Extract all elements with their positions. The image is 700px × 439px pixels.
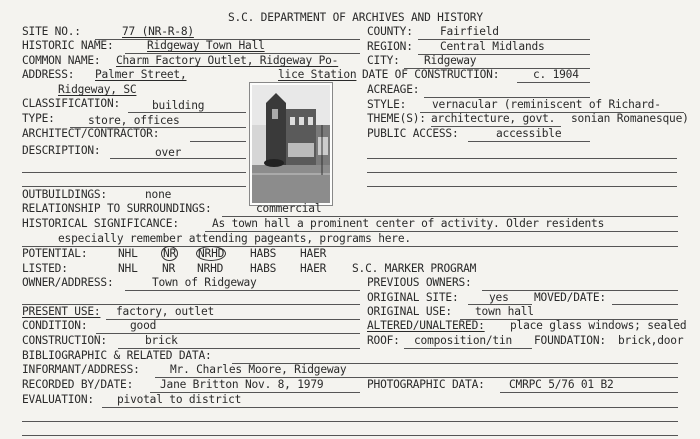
relationship-value: commercial bbox=[256, 202, 322, 215]
significance-line-1: As town hall a prominent center of activity. Older residents bbox=[212, 217, 605, 230]
county-value: Fairfield bbox=[440, 25, 499, 38]
condition-label: CONDITION: bbox=[22, 319, 88, 332]
listed-nhl: NHL bbox=[118, 262, 138, 275]
common-name-cont: lice Station bbox=[278, 68, 357, 81]
classification-value: building bbox=[152, 99, 205, 112]
description-value: over bbox=[155, 146, 182, 159]
potential-nhl: NHL bbox=[118, 247, 138, 260]
potential-habs: HABS bbox=[250, 247, 277, 260]
moved-date-label: MOVED/DATE: bbox=[534, 291, 606, 304]
construction-label: CONSTRUCTION: bbox=[22, 334, 107, 347]
altered-label-text: ALTERED/UNALTERED: bbox=[367, 319, 485, 332]
evaluation-line bbox=[102, 407, 678, 408]
themes-label: THEME(S): bbox=[367, 112, 426, 125]
type-label: TYPE: bbox=[22, 112, 55, 125]
listed-nr: NR bbox=[162, 262, 176, 275]
marker-program: S.C. MARKER PROGRAM bbox=[352, 262, 477, 275]
common-name-value: Charm Factory Outlet, Ridgeway Po- bbox=[116, 54, 339, 67]
architect-line bbox=[190, 141, 246, 142]
city-value: Ridgeway bbox=[424, 54, 477, 67]
informant-value: Mr. Charles Moore, Ridgeway bbox=[170, 363, 347, 376]
potential-nrhd-circled: NRHD bbox=[198, 247, 225, 260]
relationship-label: RELATIONSHIP TO SURROUNDINGS: bbox=[22, 202, 212, 215]
original-site-value: yes bbox=[489, 291, 509, 304]
classification-label: CLASSIFICATION: bbox=[22, 97, 121, 110]
owner-line bbox=[125, 290, 360, 291]
public-access-line bbox=[468, 141, 590, 142]
potential-nr bbox=[161, 248, 178, 260]
historic-name-label: HISTORIC NAME: bbox=[22, 39, 114, 52]
potential-label: POTENTIAL: bbox=[22, 247, 88, 260]
potential-nrhd bbox=[196, 248, 226, 260]
building-photo bbox=[249, 82, 333, 206]
historic-name-value: Ridgeway Town Hall bbox=[147, 39, 265, 52]
public-access-label: PUBLIC ACCESS: bbox=[367, 127, 459, 140]
evaluation-value: pivotal to district bbox=[117, 393, 242, 406]
right-blank-line-3 bbox=[367, 186, 677, 187]
form-header: S.C. DEPARTMENT OF ARCHIVES AND HISTORY bbox=[228, 11, 483, 24]
description-label: DESCRIPTION: bbox=[22, 144, 101, 157]
altered-value: place glass windows; sealed bbox=[510, 319, 687, 332]
roof-line bbox=[404, 348, 532, 349]
description-line-3 bbox=[22, 186, 246, 187]
foundation-value: brick,door bbox=[618, 334, 684, 347]
original-use-label: ORIGINAL USE: bbox=[367, 305, 452, 318]
type-value: store, offices bbox=[88, 114, 180, 127]
date-label: DATE OF CONSTRUCTION: bbox=[362, 68, 500, 81]
recorded-value: Jane Britton Nov. 8, 1979 bbox=[160, 378, 324, 391]
date-value: c. 1904 bbox=[533, 68, 579, 81]
themes-value: architecture, govt. bbox=[431, 112, 556, 125]
evaluation-blank-line-2 bbox=[22, 435, 678, 436]
owner-label: OWNER/ADDRESS: bbox=[22, 276, 114, 289]
description-line-1 bbox=[110, 158, 246, 159]
address-cont: Ridgeway, SC bbox=[58, 83, 137, 96]
style-value: vernacular (reminiscent of Richard- bbox=[432, 98, 661, 111]
common-name-label: COMMON NAME: bbox=[22, 54, 101, 67]
outbuildings-value: none bbox=[145, 188, 172, 201]
listed-habs: HABS bbox=[250, 262, 277, 275]
significance-line-2: especially remember attending pageants, programs here. bbox=[58, 232, 411, 245]
potential-nr-circled: NR bbox=[163, 247, 177, 260]
site-no-value: 77 (NR-R-8) bbox=[122, 25, 194, 38]
condition-value: good bbox=[130, 319, 157, 332]
county-label: COUNTY: bbox=[367, 25, 413, 38]
listed-haer: HAER bbox=[300, 262, 327, 275]
right-blank-line-1 bbox=[367, 158, 677, 159]
present-use-label: PRESENT USE: bbox=[22, 305, 101, 318]
original-use-value: town hall bbox=[475, 305, 534, 318]
original-site-label: ORIGINAL SITE: bbox=[367, 291, 459, 304]
region-value: Central Midlands bbox=[440, 40, 545, 53]
significance-label: HISTORICAL SIGNIFICANCE: bbox=[22, 217, 179, 230]
acreage-label: ACREAGE: bbox=[367, 83, 420, 96]
evaluation-blank-line-1 bbox=[22, 421, 678, 422]
description-line-2 bbox=[22, 172, 246, 173]
recorded-label: RECORDED BY/DATE: bbox=[22, 378, 134, 391]
informant-label: INFORMANT/ADDRESS: bbox=[22, 363, 140, 376]
listed-nrhd: NRHD bbox=[197, 262, 224, 275]
roof-label: ROOF: bbox=[367, 334, 400, 347]
listed-label: LISTED: bbox=[22, 262, 68, 275]
region-label: REGION: bbox=[367, 40, 413, 53]
ridgeway-town-hall-photo bbox=[252, 85, 330, 203]
previous-owners-label: PREVIOUS OWNERS: bbox=[367, 276, 472, 289]
classification-line bbox=[128, 112, 246, 113]
photo-data-line bbox=[500, 392, 678, 393]
foundation-label: FOUNDATION: bbox=[534, 334, 606, 347]
photo-data-value: CMRPC 5/76 01 B2 bbox=[509, 378, 614, 391]
potential-haer: HAER bbox=[300, 247, 327, 260]
present-use-value: factory, outlet bbox=[116, 305, 215, 318]
address-label: ADDRESS: bbox=[22, 68, 75, 81]
owner-value: Town of Ridgeway bbox=[152, 276, 257, 289]
bibliographic-label: BIBLIOGRAPHIC & RELATED DATA: bbox=[22, 349, 212, 362]
condition-line bbox=[96, 333, 360, 334]
altered-label bbox=[367, 320, 485, 332]
right-blank-line-2 bbox=[367, 172, 677, 173]
style-label: STYLE: bbox=[367, 98, 407, 111]
outbuildings-label: OUTBUILDINGS: bbox=[22, 188, 107, 201]
address-value: Palmer Street, bbox=[95, 68, 187, 81]
city-label: CITY: bbox=[367, 54, 400, 67]
style-cont: sonian Romanesque) bbox=[571, 112, 689, 125]
site-no-label: SITE NO.: bbox=[22, 25, 81, 38]
date-line bbox=[517, 82, 590, 83]
photo-data-label: PHOTOGRAPHIC DATA: bbox=[367, 378, 485, 391]
roof-value: composition/tin bbox=[414, 334, 513, 347]
evaluation-label: EVALUATION: bbox=[22, 393, 94, 406]
public-access-value: accessible bbox=[496, 127, 562, 140]
architect-label: ARCHITECT/CONTRACTOR: bbox=[22, 127, 160, 140]
moved-date-line bbox=[612, 304, 678, 305]
construction-value: brick bbox=[145, 334, 178, 347]
